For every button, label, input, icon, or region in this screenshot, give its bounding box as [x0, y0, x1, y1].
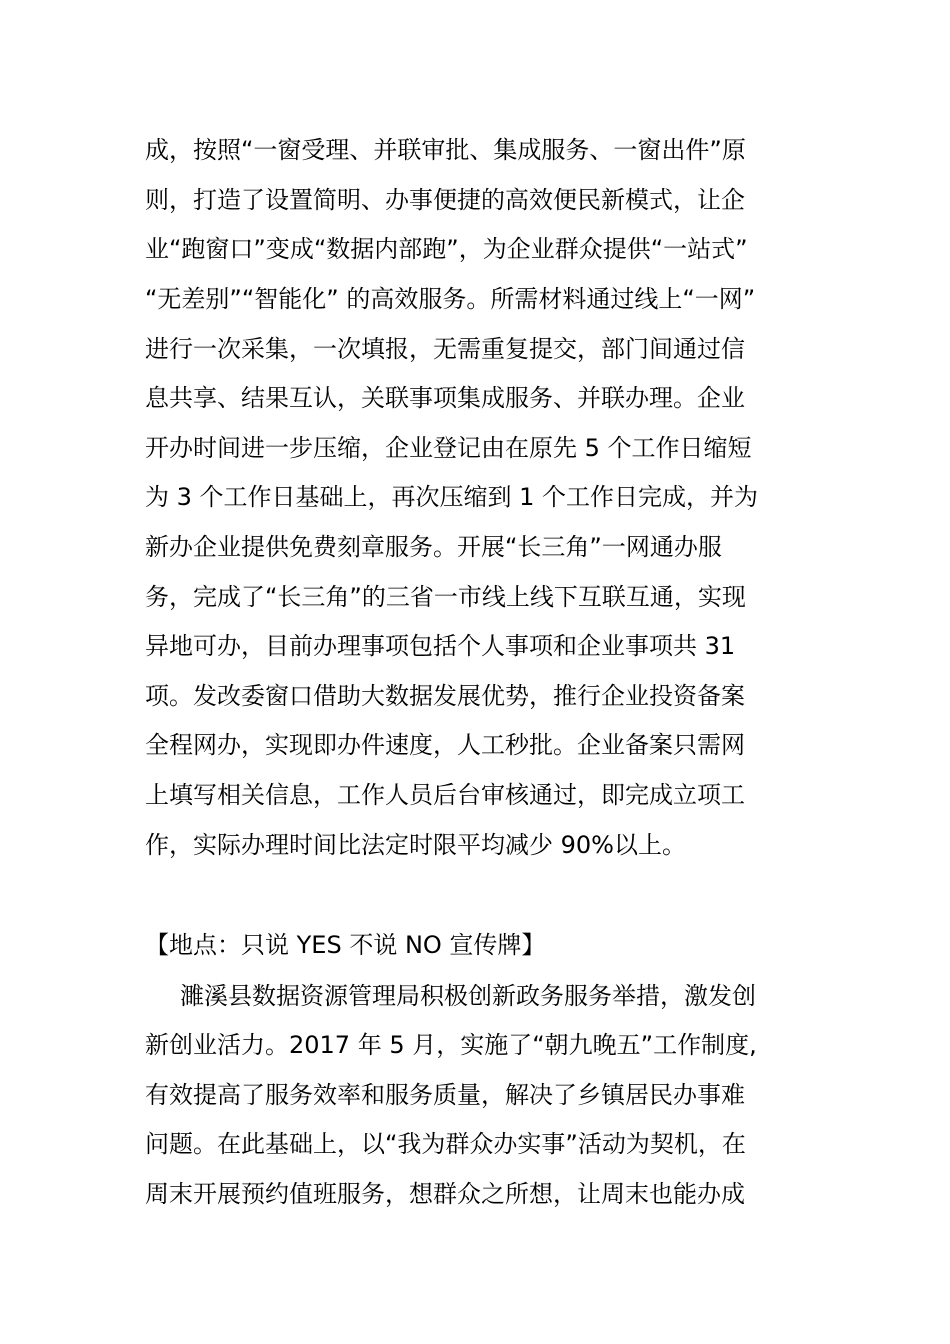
- paragraph-line: 息共享、结果互认，关联事项集成服务、并联办理。企业: [145, 384, 745, 412]
- paragraph-line: 上填写相关信息，工作人员后台审核通过，即完成立项工: [145, 781, 745, 809]
- paragraph-line: 开办时间进一步压缩，企业登记由在原先 5 个工作日缩短: [145, 434, 752, 462]
- paragraph-line: 务，完成了“长三角”的三省一市线上线下互联互通，实现: [145, 583, 746, 611]
- section-heading: 【地点：只说 YES 不说 NO 宣传牌】: [145, 931, 546, 959]
- paragraph-line: 作，实际办理时间比法定时限平均减少 90%以上。: [145, 831, 686, 859]
- paragraph-line: 全程网办，实现即办件速度，人工秒批。企业备案只需网: [145, 731, 745, 759]
- paragraph-line: 问题。在此基础上，以“我为群众办实事”活动为契机，在: [145, 1130, 746, 1158]
- paragraph-line: 业“跑窗口”变成“数据内部跑”，为企业群众提供“一站式”: [145, 235, 748, 263]
- paragraph-line: 有效提高了服务效率和服务质量，解决了乡镇居民办事难: [145, 1081, 745, 1109]
- paragraph-line: 项。发改委窗口借助大数据发展优势，推行企业投资备案: [145, 682, 745, 710]
- paragraph-line: 则，打造了设置简明、办事便捷的高效便民新模式，让企: [145, 186, 745, 214]
- paragraph-line: “无差别”“智能化” 的高效服务。所需材料通过线上“一网”: [145, 285, 756, 313]
- paragraph-line: 新创业活力。2017 年 5 月，实施了“朝九晚五”工作制度,: [145, 1031, 757, 1059]
- paragraph-line: 异地可办，目前办理事项包括个人事项和企业事项共 31: [145, 632, 736, 660]
- paragraph-line: 进行一次采集，一次填报，无需重复提交，部门间通过信: [145, 335, 745, 363]
- paragraph-line: 成，按照“一窗受理、并联审批、集成服务、一窗出件”原: [145, 136, 746, 164]
- paragraph-line: 周末开展预约值班服务，想群众之所想，让周末也能办成: [145, 1180, 745, 1208]
- paragraph-line: 为 3 个工作日基础上，再次压缩到 1 个工作日完成，并为: [145, 483, 759, 511]
- paragraph-line: 濉溪县数据资源管理局积极创新政务服务举措，激发创: [180, 982, 756, 1010]
- paragraph-line: 新办企业提供免费刻章服务。开展“长三角”一网通办服: [145, 533, 722, 561]
